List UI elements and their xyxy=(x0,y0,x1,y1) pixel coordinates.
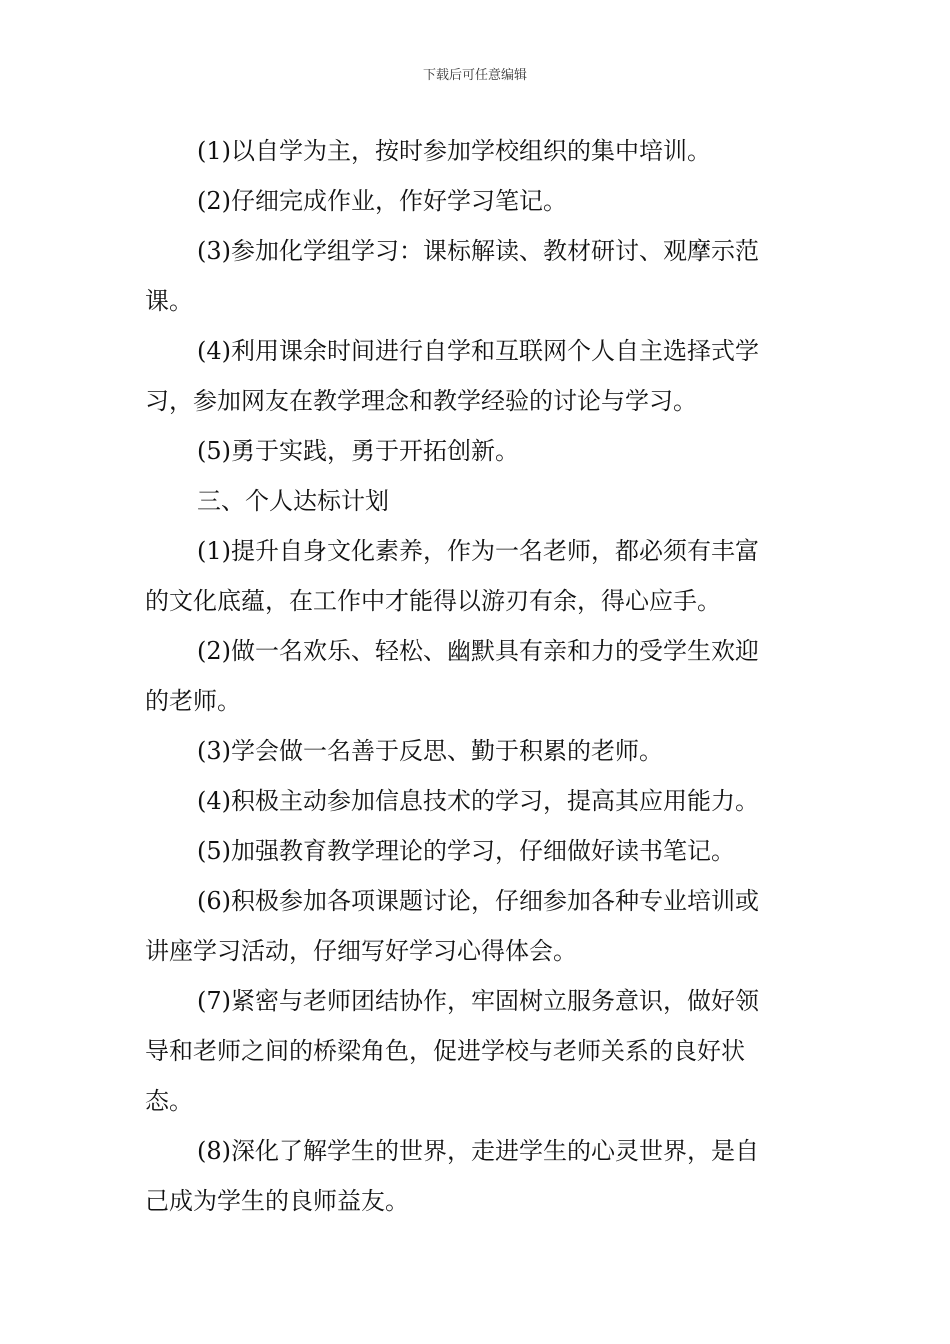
document-line: 讲座学习活动，仔细写好学习心得体会。 xyxy=(145,937,577,965)
document-line: (4)积极主动参加信息技术的学习，提高其应用能力。 xyxy=(197,787,759,815)
document-line: (2)仔细完成作业，作好学习笔记。 xyxy=(197,187,567,215)
document-line: 的老师。 xyxy=(145,687,241,715)
document-line: 己成为学生的良师益友。 xyxy=(145,1187,409,1215)
document-line: (8)深化了解学生的世界，走进学生的心灵世界，是自 xyxy=(197,1137,759,1165)
section-heading: 三、个人达标计划 xyxy=(197,487,389,515)
document-line: (2)做一名欢乐、轻松、幽默具有亲和力的受学生欢迎 xyxy=(197,637,759,665)
document-line: (4)利用课余时间进行自学和互联网个人自主选择式学 xyxy=(197,337,759,365)
document-line: 课。 xyxy=(145,287,193,315)
document-body xyxy=(145,126,807,1226)
document-line: 习，参加网友在教学理念和教学经验的讨论与学习。 xyxy=(145,387,697,415)
document-line: (6)积极参加各项课题讨论，仔细参加各种专业培训或 xyxy=(197,887,759,915)
document-line: (7)紧密与老师团结协作，牢固树立服务意识，做好领 xyxy=(197,987,759,1015)
document-line: 态。 xyxy=(145,1087,193,1115)
document-line: (1)以自学为主，按时参加学校组织的集中培训。 xyxy=(197,137,711,165)
document-line: (1)提升自身文化素养，作为一名老师，都必须有丰富 xyxy=(197,537,759,565)
document-line: (5)勇于实践，勇于开拓创新。 xyxy=(197,437,519,465)
page-header: 下载后可任意编辑 xyxy=(422,68,527,83)
document-line: 的文化底蕴，在工作中才能得以游刃有余，得心应手。 xyxy=(145,587,721,615)
document-line: (3)参加化学组学习：课标解读、教材研讨、观摩示范 xyxy=(197,237,759,265)
document-line: 导和老师之间的桥梁角色，促进学校与老师关系的良好状 xyxy=(145,1037,745,1065)
document-line: (5)加强教育教学理论的学习，仔细做好读书笔记。 xyxy=(197,837,735,865)
document-line: (3)学会做一名善于反思、勤于积累的老师。 xyxy=(197,737,663,765)
